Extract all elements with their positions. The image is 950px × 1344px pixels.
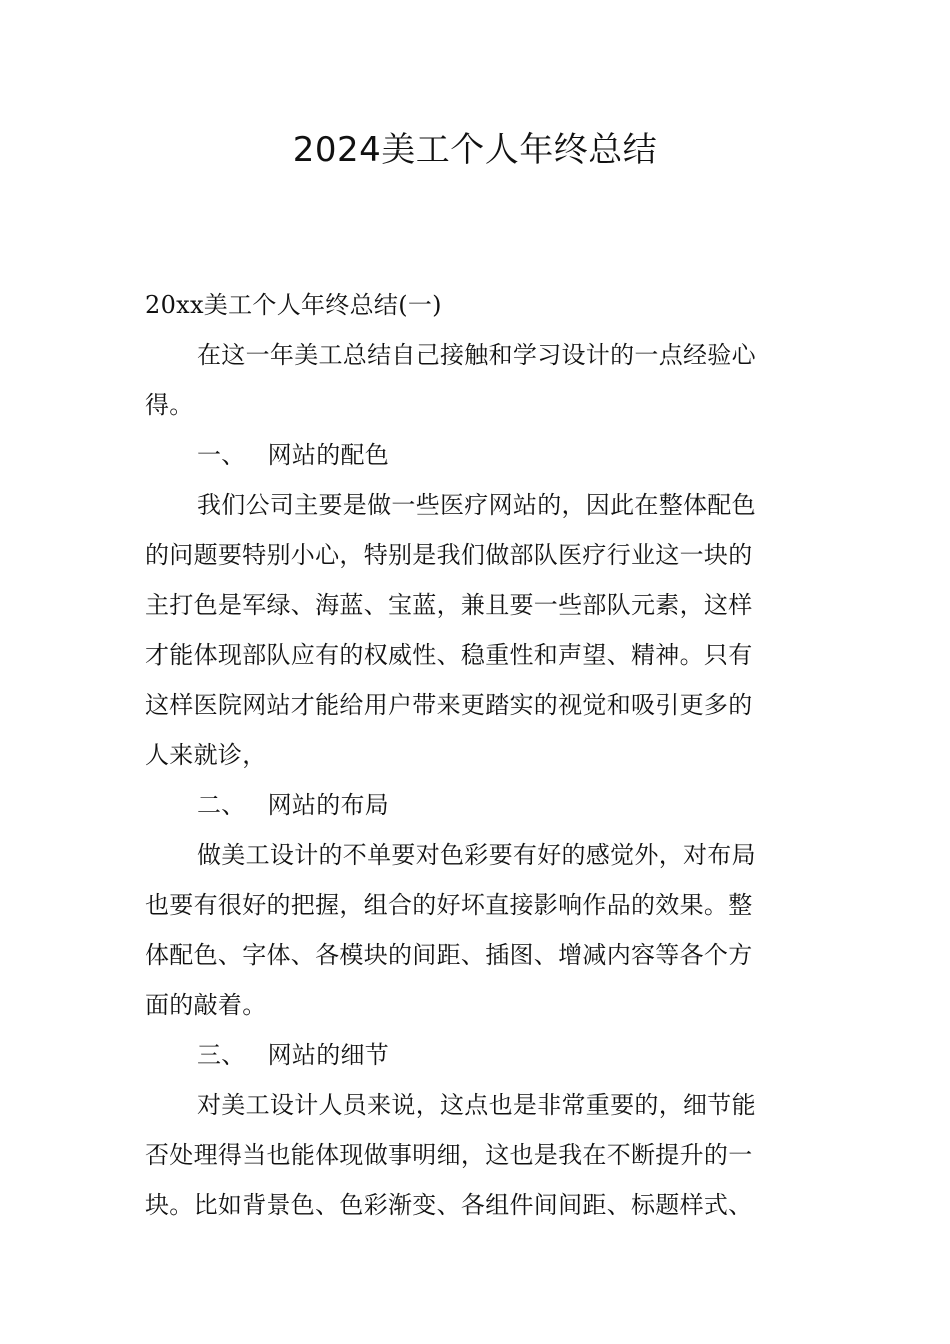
paragraph-line: 块。比如背景色、色彩渐变、各组件间间距、标题样式、 xyxy=(145,1191,753,1219)
document-subtitle: 20xx美工个人年终总结(一) xyxy=(145,291,442,319)
paragraph-line: 也要有很好的把握，组合的好坏直接影响作品的效果。整 xyxy=(145,891,753,919)
section-heading-text: 网站的细节 xyxy=(267,1041,390,1069)
document-body xyxy=(145,280,813,1230)
section-number: 二、 xyxy=(197,791,246,819)
document-title: 2024美工个人年终总结 xyxy=(292,130,658,170)
paragraph-line: 在这一年美工总结自己接触和学习设计的一点经验心 xyxy=(197,341,756,369)
paragraph-line: 对美工设计人员来说，这点也是非常重要的，细节能 xyxy=(197,1091,756,1119)
section-heading-text: 网站的布局 xyxy=(267,791,390,819)
paragraph-line: 主打色是军绿、海蓝、宝蓝，兼且要一些部队元素，这样 xyxy=(145,591,753,619)
paragraph-line: 的问题要特别小心，特别是我们做部队医疗行业这一块的 xyxy=(145,541,753,569)
section-heading-text: 网站的配色 xyxy=(267,441,390,469)
paragraph-line: 否处理得当也能体现做事明细，这也是我在不断提升的一 xyxy=(145,1141,753,1169)
paragraph-line: 做美工设计的不单要对色彩要有好的感觉外，对布局 xyxy=(197,841,756,869)
paragraph-line: 得。 xyxy=(145,391,194,419)
section-number: 三、 xyxy=(197,1041,246,1069)
paragraph-line: 人来就诊， xyxy=(145,741,267,769)
section-heading xyxy=(145,1030,813,1080)
section-heading xyxy=(145,780,813,830)
section-number: 一、 xyxy=(197,441,246,469)
paragraph-line: 体配色、字体、各模块的间距、插图、增减内容等各个方 xyxy=(145,941,753,969)
paragraph-line: 面的敲着。 xyxy=(145,991,267,1019)
paragraph-line: 这样医院网站才能给用户带来更踏实的视觉和吸引更多的 xyxy=(145,691,753,719)
section-heading xyxy=(145,430,813,480)
paragraph-line: 我们公司主要是做一些医疗网站的，因此在整体配色 xyxy=(197,491,756,519)
paragraph-line: 才能体现部队应有的权威性、稳重性和声望、精神。只有 xyxy=(145,641,753,669)
